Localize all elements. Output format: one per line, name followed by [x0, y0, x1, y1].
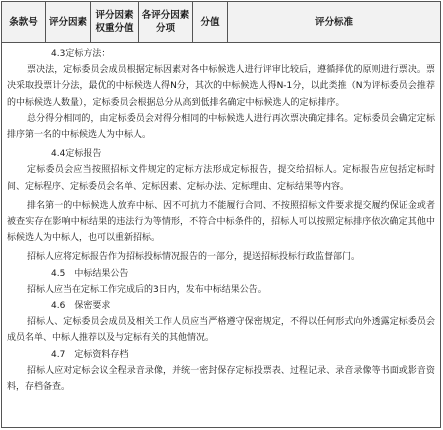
header-factor-weight: 评分因素权重分值: [91, 2, 139, 42]
section-heading-4-3: 4.3定标方法：: [51, 49, 111, 59]
criteria-body: [2, 43, 440, 395]
paragraph-report-submission: 招标人应将定标报告作为招标投标情况报告的一部分，提送招标投标行政监督部门。: [27, 252, 361, 263]
section-heading-4-4: 4.4定标报告: [51, 149, 102, 160]
header-scoring-standard: 评分标准: [314, 16, 353, 28]
paragraph-confidentiality: 招标人、定标委员会成员及相关工作人员应当严格遵守保密规定，不得以任何形式向外透露定标委员会成员名单、中标人推荐以及与定标有关的其他情况。: [7, 317, 435, 344]
paragraph-report-content: 定标委员会应当按照招标文件规定的定标方法形成定标报告，提交给招标人。定标报告应包括定标时间、定标程序、定标委员会名单、定标因素、定标办法、定标理由、定标结果等内容。: [7, 165, 435, 192]
header-score: 分值: [193, 2, 228, 42]
header-clause-number: 条款号: [2, 2, 46, 42]
paragraph-first-rank-waiver: 排名第一的中标候选人放弃中标、因不可抗力不能履行合同、不按照招标文件要求提交履约保证金或者被查实存在影响中标结果的违法行为等情形，不符合中标条件的，招标人可以按照定标排序依次确定其他中标候选人为中标人，也可以重新招标。: [7, 200, 435, 244]
header-scoring-factor: 评分因素: [46, 2, 91, 42]
section-heading-4-6: 4.6 保密要求: [51, 301, 111, 312]
section-heading-4-5: 4.5 中标结果公告: [51, 268, 129, 279]
paragraph-vote-method: 票决法，定标委员会成员根据定标因素对各中标候选人进行评审比较后，遵循择优的原则进行票决。票决采取投票计分法，最优的中标候选人得N分，其次的中标候选人得N-1分，以此类推（N为评标委员会推荐的中标候选人数量），定标委员会根据总分从高到低排名确定中标候选人的定标排序。: [7, 65, 435, 108]
section-heading-4-7: 4.7 定标资料存档: [51, 349, 129, 360]
paragraph-tie-rule: 总分得分相同的，由定标委员会对得分相同的中标候选人进行再次票决确定排名。定标委员会确定定标排序第一名的中标候选人为中标人。: [7, 113, 435, 141]
header-factor-items: 各评分因素分项: [139, 2, 193, 42]
table-header-row: [2, 2, 440, 43]
paragraph-result-announcement: 招标人应当在定标工作完成后的3日内，发布中标结果公告。: [27, 284, 267, 295]
scoring-criteria-table: [1, 1, 441, 428]
paragraph-archiving: 招标人应对定标会议全程录音录像，并统一密封保存定标投票表、过程记录、录音录像等书面或影音资料，存档备查。: [7, 365, 435, 393]
